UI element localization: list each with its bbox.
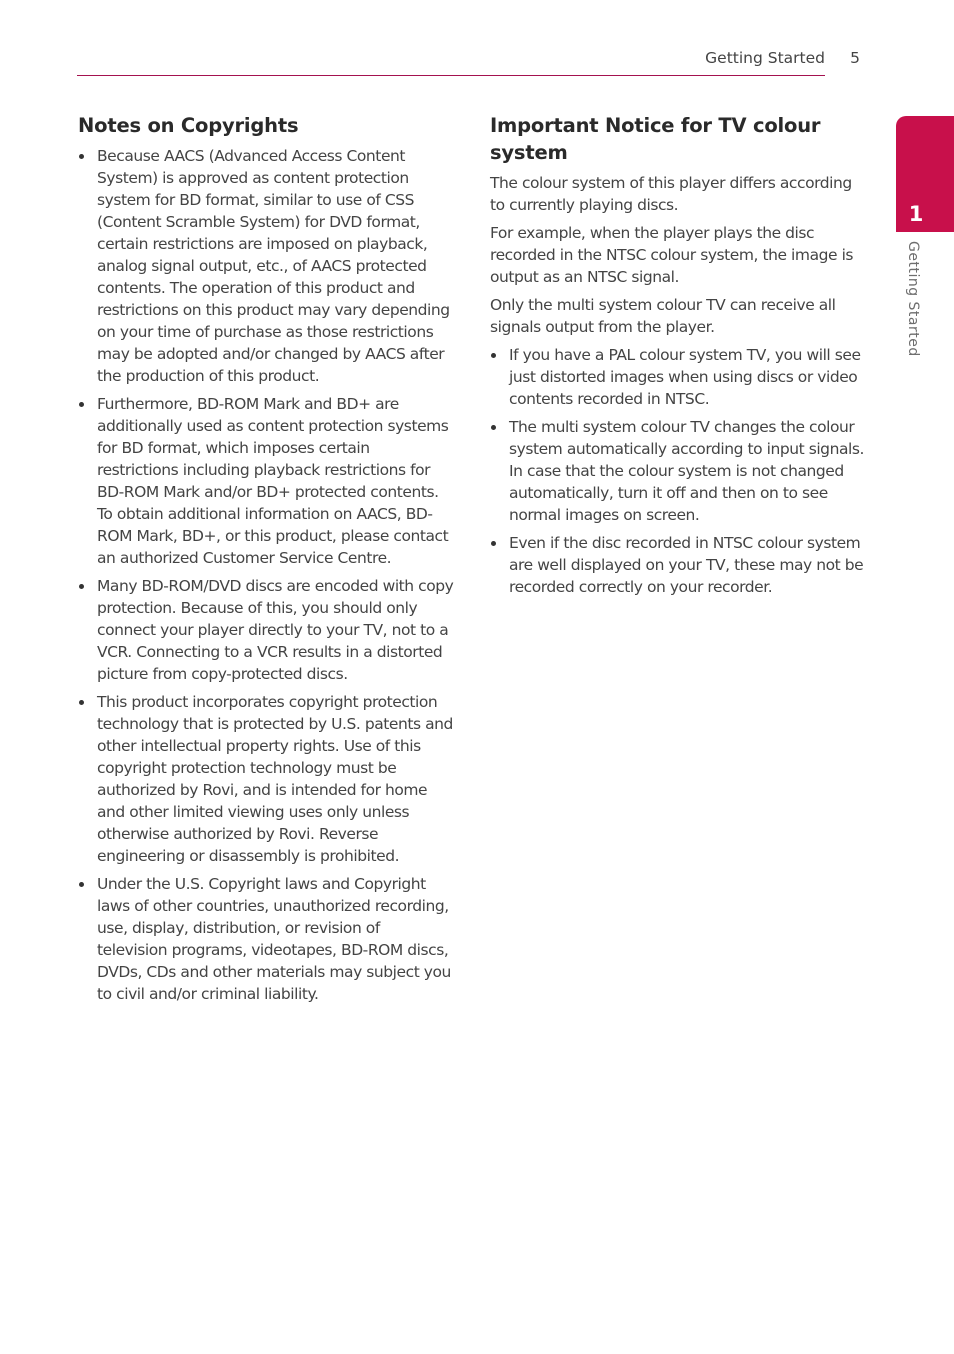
bullet-icon xyxy=(491,353,496,358)
bullet-icon xyxy=(79,402,84,407)
list-item-text: Furthermore, BD-ROM Mark and BD+ are additionally used as content protection systems for BD format, which imposes certain restrictions including playback restrictions for BD-ROM Mark and/or BD+ protected contents. To obtain additional information on AACS, BD-ROM Mark, BD+, or this product, please contact an authorized Customer Service Centre. xyxy=(97,395,449,567)
list-item-text: Even if the disc recorded in NTSC colour system are well displayed on your TV, these may not be recorded correctly on your recorder. xyxy=(509,534,864,596)
list-item xyxy=(490,532,866,598)
list-item-text: This product incorporates copyright protection technology that is protected by U.S. patents and other intellectual property rights. Use of this copyright protection technology must be authorized by Rovi, and is intended for home and other limited viewing uses only unless otherwise authorized by Rovi. Reverse engineering or disassembly is prohibited. xyxy=(97,693,453,865)
list-item-text: Many BD-ROM/DVD discs are encoded with copy protection. Because of this, you should only connect your player directly to your TV, not to a VCR. Connecting to a VCR results in a distorted picture from copy-protected discs. xyxy=(97,577,454,683)
copyright-notes-list xyxy=(78,145,454,1005)
bullet-icon xyxy=(79,882,84,887)
bullet-icon xyxy=(491,425,496,430)
list-item xyxy=(490,344,866,410)
list-item-text: If you have a PAL colour system TV, you will see just distorted images when using discs or video contents recorded in NTSC. xyxy=(509,346,861,408)
bullet-icon xyxy=(79,700,84,705)
paragraph: Only the multi system colour TV can receive all signals output from the player. xyxy=(490,296,836,336)
list-item-text: The multi system colour TV changes the colour system automatically according to input signals. In case that the colour system is not changed automatically, turn it off and then on to see normal images on screen. xyxy=(509,418,864,524)
list-item xyxy=(78,691,454,867)
right-column xyxy=(490,112,866,604)
list-item xyxy=(78,393,454,569)
chapter-number: 1 xyxy=(908,202,924,226)
page-number: 5 xyxy=(850,49,860,67)
header-divider xyxy=(77,75,825,76)
running-header-title: Getting Started xyxy=(705,49,825,67)
chapter-label: Getting Started xyxy=(905,241,921,357)
list-item-text: Because AACS (Advanced Access Content System) is approved as content protection system for BD format, similar to use of CSS (Content Scramble System) for DVD format, certain restrictions are imposed on playback, analog signal output, etc., of AACS protected contents. The operation of this product and restrictions on this product may vary depending on your time of purchase as those restrictions may be adopted and/or changed by AACS after the production of this product. xyxy=(97,147,450,385)
section-heading-tv-colour: Important Notice for TV colour system xyxy=(490,114,821,164)
list-item xyxy=(490,416,866,526)
bullet-icon xyxy=(79,154,84,159)
tv-colour-notes-list xyxy=(490,344,866,598)
paragraph: The colour system of this player differs according to currently playing discs. xyxy=(490,174,852,214)
bullet-icon xyxy=(491,541,496,546)
list-item xyxy=(78,873,454,1005)
chapter-tab xyxy=(896,116,954,232)
paragraph: For example, when the player plays the disc recorded in the NTSC colour system, the image is output as an NTSC signal. xyxy=(490,224,854,286)
list-item xyxy=(78,145,454,387)
bullet-icon xyxy=(79,584,84,589)
section-heading-copyrights: Notes on Copyrights xyxy=(78,114,299,137)
list-item-text: Under the U.S. Copyright laws and Copyright laws of other countries, unauthorized recording, use, display, distribution, or revision of television programs, videotapes, BD-ROM discs, DVDs, CDs and other materials may subject you to civil and/or criminal liability. xyxy=(97,875,451,1003)
left-column xyxy=(78,112,454,1011)
list-item xyxy=(78,575,454,685)
